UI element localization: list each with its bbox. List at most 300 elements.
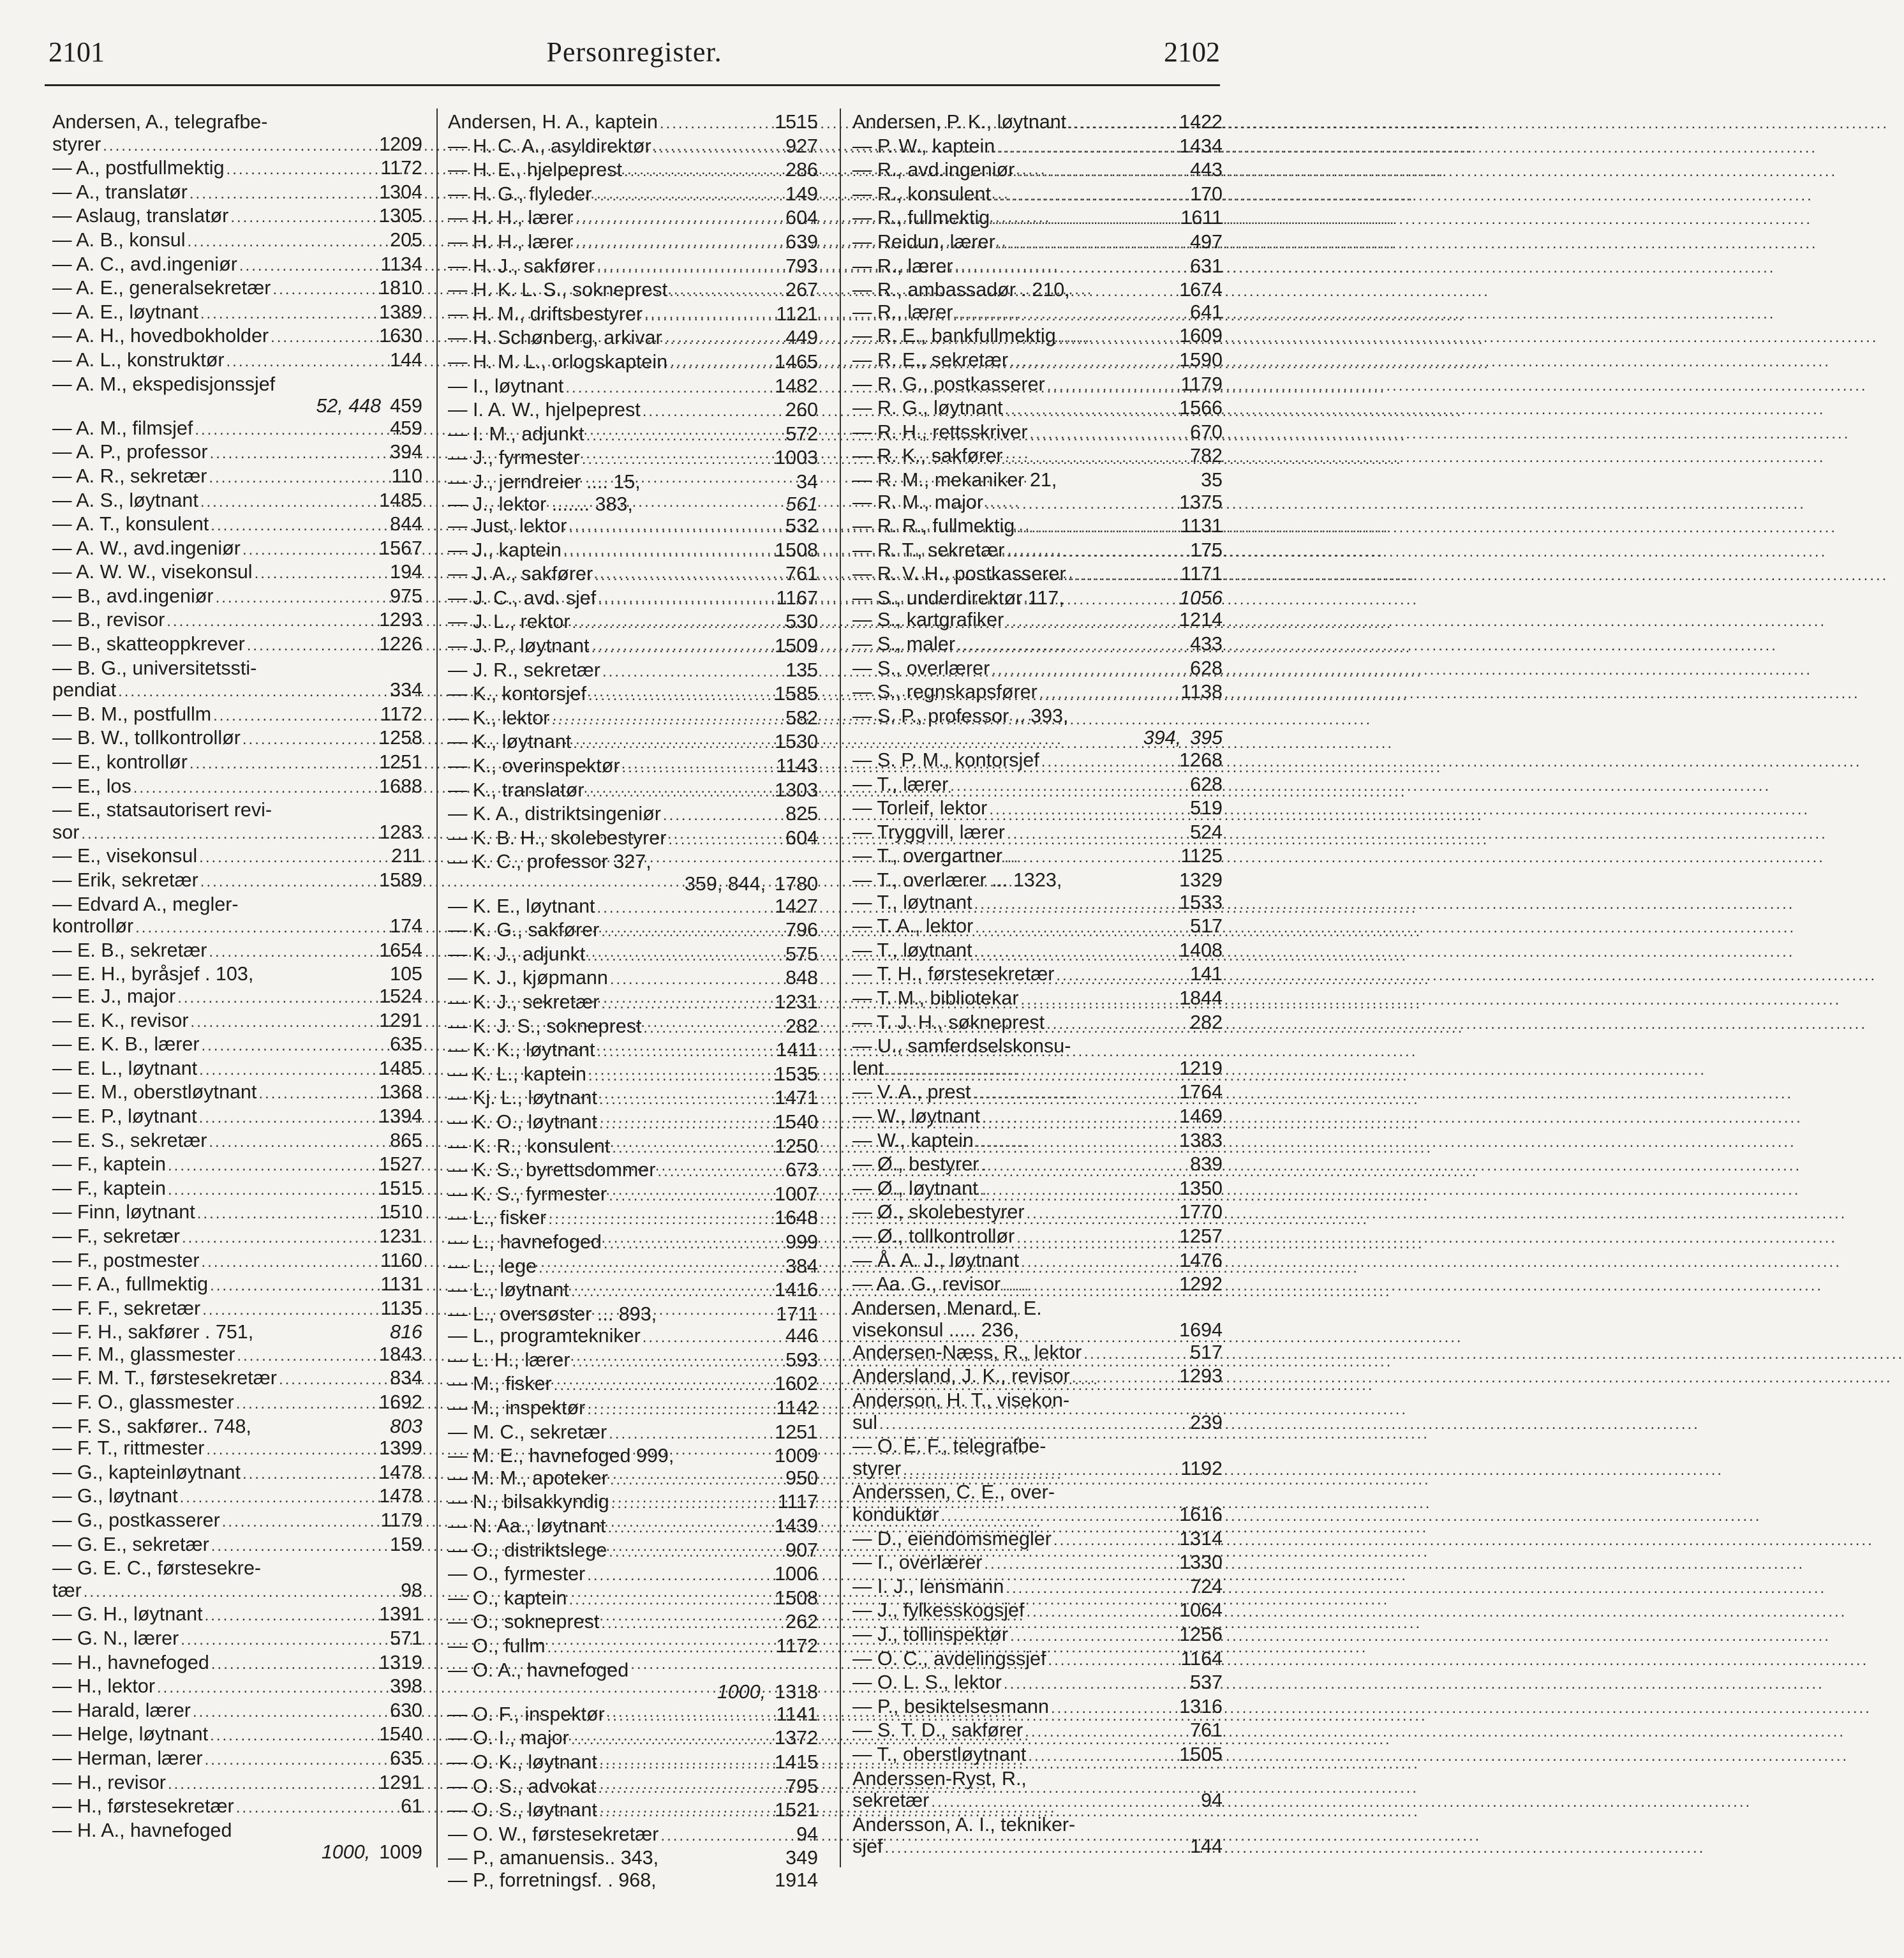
entry-page-ref: 1125 (1180, 845, 1223, 867)
index-entry (852, 1481, 1223, 1504)
entry-text: — K. K., løytnant (448, 1039, 595, 1061)
dot-leader (257, 1083, 379, 1105)
entry-page-ref: 1394 (379, 1105, 422, 1127)
dot-leader (82, 1581, 401, 1604)
entry-text: — O., fyrmester (448, 1563, 586, 1585)
dot-leader (563, 377, 775, 400)
index-entry (852, 1250, 1223, 1274)
entry-page-ref: 1527 (379, 1153, 422, 1176)
entry-page-ref: 1688 (379, 775, 422, 797)
dot-leader (972, 893, 1180, 916)
index-entry (448, 1063, 818, 1087)
entry-text: — F. M., glassmester (52, 1343, 235, 1365)
entry-text: — A. E., løytnant (52, 301, 198, 323)
dot-leader (1056, 327, 1179, 349)
index-entry (448, 1231, 818, 1255)
entry-page-ref: 1314 (1179, 1527, 1223, 1550)
index-entry (852, 1341, 1223, 1366)
entry-page-ref: 641 (1190, 301, 1223, 323)
dot-leader (166, 1774, 379, 1796)
entry-text: — R. T., sekretær (852, 539, 1005, 561)
entry-text: — E., kontrollør (52, 751, 188, 773)
entry-page-ref: 517 (1190, 915, 1223, 938)
entry-text: — K. A., distriktsingeniør (448, 803, 661, 825)
index-entry (52, 1130, 422, 1154)
index-entry (52, 1841, 422, 1864)
entry-text: — F. M. T., førstesekretær (52, 1367, 277, 1389)
entry-text: — F. H., sakfører . 751, (52, 1321, 254, 1343)
index-entry (852, 1319, 1223, 1341)
dot-leader (1046, 1650, 1180, 1672)
entry-text: — S., overlærer (852, 657, 990, 679)
entry-text: — T., overgartner (852, 845, 1003, 867)
entry-page-ref: 1399 (379, 1437, 422, 1460)
index-entry (52, 679, 422, 703)
index-entry (52, 1723, 422, 1747)
entry-text: 52, 448 (316, 395, 382, 417)
entry-page-ref: 1056 (1179, 587, 1223, 609)
dot-leader (1015, 517, 1180, 539)
index-entry (448, 1491, 818, 1515)
dot-leader (599, 921, 785, 943)
dot-leader (570, 613, 786, 635)
entry-page-ref: 1319 (379, 1651, 422, 1673)
entry-text: — H. Schønberg, arkivar (448, 327, 662, 349)
entry-text: — H., havnefoged (52, 1651, 209, 1673)
dot-leader (200, 1299, 380, 1322)
dot-leader (537, 1257, 785, 1280)
entry-text: — K., løytnant (448, 731, 572, 753)
dot-leader (586, 1065, 775, 1087)
index-entry (448, 447, 818, 471)
index-entry (52, 1627, 422, 1652)
index-entry (448, 1799, 818, 1823)
entry-text: sekretær (852, 1790, 930, 1812)
entry-page-ref: 282 (785, 1015, 818, 1037)
dot-leader (1004, 1578, 1190, 1600)
entry-text: — E. L., løytnant (52, 1057, 198, 1079)
entry-text: — R. E., sekretær (852, 348, 1009, 371)
index-entry (448, 1823, 818, 1848)
dot-leader (597, 1089, 775, 1111)
entry-page-ref: 1482 (775, 375, 818, 397)
entry-page-ref: 761 (785, 563, 818, 585)
entry-text: — G. E. C., førstesekre- (52, 1557, 262, 1580)
entry-page-ref: 1469 (1179, 1105, 1223, 1127)
index-entry (52, 1297, 422, 1322)
entry-page-ref: 1303 (775, 779, 818, 801)
index-entry (52, 1795, 422, 1820)
entry-page-ref: 848 (785, 967, 818, 989)
entry-text: — D., eiendomsmegler (852, 1527, 1052, 1550)
entry-page-ref: 1250 (775, 1135, 818, 1157)
entry-page-ref: 1485 (379, 1057, 422, 1079)
entry-page-ref: 927 (785, 135, 818, 157)
index-entry (52, 1081, 422, 1105)
entry-page-ref: 1654 (379, 939, 422, 961)
entry-text: — Erik, sekretær (52, 869, 198, 891)
entry-text: sul (852, 1411, 877, 1433)
entry-page-ref: 1505 (1179, 1743, 1223, 1765)
entry-page-ref: 1485 (379, 489, 422, 511)
index-entry (852, 1297, 1223, 1320)
index-entry (448, 1445, 818, 1467)
entry-page-ref: 1780 (775, 873, 818, 895)
entry-page-ref: 1566 (1179, 397, 1223, 419)
index-entry (852, 255, 1223, 280)
dot-leader (549, 709, 785, 731)
index-entry (52, 561, 422, 585)
entry-text: — R. M., major (852, 491, 984, 513)
entry-page-ref: 604 (785, 207, 818, 229)
entry-page-ref: 1007 (775, 1183, 818, 1205)
entry-page-ref: 631 (1190, 255, 1223, 277)
index-entry (448, 1611, 818, 1635)
entry-text: konduktør (852, 1504, 939, 1526)
entry-page-ref: 1293 (379, 609, 422, 631)
entry-text: — J. L., rektor (448, 611, 570, 633)
dot-leader (590, 637, 775, 659)
entry-page-ref: 1509 (775, 635, 818, 657)
entry-page-ref: 1003 (775, 447, 818, 469)
entry-text: 1000, (717, 1681, 766, 1703)
entry-text: — R., konsulent (852, 183, 991, 205)
index-entry (852, 1105, 1223, 1130)
index-entry (448, 1539, 818, 1564)
index-entry (852, 491, 1223, 516)
index-entry (448, 111, 818, 135)
index-entry (852, 135, 1223, 160)
dot-leader (610, 1137, 775, 1160)
entry-text: — T. H., førstesekretær (852, 963, 1055, 985)
entry-text: — A. R., sekretær (52, 465, 207, 487)
entry-page-ref: 61 (401, 1795, 422, 1818)
dot-leader (200, 1252, 381, 1274)
entry-page-ref: 630 (390, 1699, 422, 1721)
dot-leader (1005, 823, 1190, 846)
index-entry (852, 421, 1223, 445)
index-entry (448, 755, 818, 779)
entry-page-ref: 394 (390, 441, 422, 463)
index-column-3 (852, 111, 1223, 1860)
index-entry (852, 1744, 1223, 1768)
entry-text: — A. W. W., visekonsul (52, 561, 253, 583)
dot-leader (982, 1553, 1179, 1576)
entry-text: — J., fylkesskogsjef (852, 1599, 1025, 1622)
entry-page-ref: 459 (390, 395, 422, 417)
entry-page-ref: 575 (785, 943, 818, 965)
dot-leader (608, 1469, 785, 1491)
entry-text: — T., oberstløytnant (852, 1743, 1027, 1765)
entry-text: Anderson, H. T., visekon- (852, 1389, 1070, 1412)
entry-page-ref: 724 (1190, 1575, 1223, 1597)
dot-leader (1025, 1203, 1180, 1225)
entry-text: — B. G., universitetssti- (52, 657, 257, 679)
index-entry (448, 303, 818, 327)
dot-leader (225, 159, 381, 181)
index-entry (52, 1580, 422, 1604)
dot-leader (948, 775, 1190, 798)
entry-text: — Reidun, lærer (852, 230, 995, 253)
dot-leader (1045, 1013, 1190, 1036)
entry-text: — H., revisor (52, 1771, 166, 1793)
entry-text: — L. H., lærer (448, 1349, 570, 1371)
entry-text: — Helge, løytnant (52, 1723, 209, 1745)
dot-leader (188, 183, 379, 206)
entry-page-ref: 1164 (1180, 1647, 1223, 1670)
index-entry (52, 939, 422, 964)
index-entry (852, 231, 1223, 255)
entry-page-ref: 1368 (379, 1081, 422, 1103)
entry-text: — G., kapteinløytnant (52, 1461, 241, 1483)
dot-leader (595, 1041, 777, 1063)
entry-text: Andersen, H. A., kaptein (448, 111, 658, 133)
entry-text: — L., fisker (448, 1207, 547, 1229)
index-entry (448, 731, 818, 755)
index-entry (448, 991, 818, 1015)
dot-leader (207, 1132, 390, 1154)
entry-page-ref: 1131 (380, 1273, 422, 1296)
index-entry (852, 1458, 1223, 1482)
index-entry (52, 1225, 422, 1250)
entry-page-ref: 262 (785, 1611, 818, 1633)
entry-text: — F. S., sakfører.. 748, (52, 1415, 251, 1437)
index-entry (52, 1652, 422, 1676)
entry-page-ref: 1415 (775, 1751, 818, 1773)
dot-leader (995, 137, 1179, 160)
entry-text: — I. A. W., hjelpeprest (448, 399, 641, 421)
entry-page-ref: 282 (1190, 1011, 1223, 1033)
entry-text: — S. P. M., kontorsjef (852, 749, 1039, 772)
entry-text: — R. E., bankfullmektig (852, 325, 1056, 347)
dot-leader (955, 635, 1190, 657)
index-entry (852, 1671, 1223, 1696)
entry-page-ref: 1258 (379, 727, 422, 749)
index-entry (852, 633, 1223, 657)
entry-page-ref: 999 (785, 1230, 818, 1253)
entry-text: — Aa. G., revisor (852, 1273, 1001, 1296)
index-entry (852, 1576, 1223, 1600)
entry-page-ref: 604 (785, 826, 818, 849)
index-entry (852, 469, 1223, 491)
index-entry (52, 229, 422, 253)
entry-page-ref: 105 (390, 963, 422, 985)
entry-text: — A. C., avd.ingeniør (52, 253, 237, 275)
entry-page-ref: 761 (1190, 1719, 1223, 1742)
entry-text: — E. M., oberstløytnant (52, 1081, 257, 1103)
entry-page-ref: 628 (1190, 657, 1223, 679)
entry-text: — A. M., ekspedisjonssjef (52, 373, 276, 395)
entry-page-ref: 144 (390, 348, 422, 371)
entry-text: — K. J., sekretær (448, 990, 600, 1013)
index-entry (448, 493, 818, 516)
entry-text: — O. I., major (448, 1727, 569, 1749)
dot-leader (186, 231, 390, 253)
entry-text: — S., maler (852, 633, 956, 655)
dot-leader (983, 493, 1179, 516)
entry-page-ref: 35 (1201, 468, 1223, 491)
index-entry (52, 869, 422, 893)
dot-leader (209, 515, 390, 537)
dot-leader (116, 681, 390, 703)
dot-leader (600, 661, 785, 684)
header-rule (45, 84, 1220, 86)
entry-page-ref: 1064 (1179, 1599, 1223, 1622)
dot-leader (198, 491, 379, 514)
entry-page-ref: 1524 (379, 985, 422, 1007)
entry-page-ref: 1476 (1179, 1249, 1223, 1271)
index-entry (448, 1751, 818, 1775)
entry-text: — B., skatteoppkrever (52, 633, 245, 655)
dot-leader (953, 257, 1191, 280)
entry-page-ref: 449 (785, 327, 818, 349)
entry-page-ref: 1160 (380, 1249, 422, 1271)
entry-page-ref: 1427 (775, 895, 818, 917)
dot-leader (602, 1233, 785, 1255)
entry-page-ref: 497 (1190, 230, 1223, 253)
index-entry (448, 707, 818, 731)
entry-page-ref: 1422 (1179, 111, 1223, 133)
dot-leader (101, 135, 379, 158)
dot-leader (929, 1791, 1201, 1814)
entry-text: — K., kontorsjef (448, 683, 586, 705)
entry-text: — E. B., sekretær (52, 939, 207, 961)
dot-leader (1054, 965, 1190, 987)
dot-leader (971, 1083, 1179, 1105)
entry-text: Andersen-Næss, R., lektor (852, 1341, 1082, 1363)
index-entry (448, 1467, 818, 1491)
index-entry (852, 821, 1223, 846)
index-entry (52, 537, 422, 562)
entry-page-ref: 524 (1190, 821, 1223, 843)
dot-leader (1052, 1530, 1179, 1552)
entry-text: — E. J., major (52, 985, 176, 1007)
dot-leader (552, 1375, 775, 1397)
entry-text: — M., fisker (448, 1373, 552, 1395)
index-entry (852, 1201, 1223, 1225)
dot-leader (585, 1399, 776, 1421)
index-entry (448, 375, 818, 400)
entry-text: pendiat (52, 679, 117, 701)
dot-leader (595, 897, 775, 920)
dot-leader (609, 1493, 778, 1515)
dot-leader (980, 1107, 1179, 1130)
entry-text: — J. A., sakfører (448, 563, 593, 585)
entry-page-ref: 572 (785, 422, 818, 445)
entry-text: — E. K., revisor (52, 1009, 189, 1031)
entry-page-ref: 110 (391, 465, 422, 487)
index-entry (448, 1659, 818, 1682)
index-entry (52, 1391, 422, 1416)
entry-text: — Ø., skolebestyrer (852, 1201, 1025, 1223)
entry-page-ref: 816 (390, 1321, 422, 1343)
entry-text: — T., løytnant (852, 891, 972, 913)
dot-leader (207, 941, 379, 964)
entry-page-ref: 1590 (1179, 348, 1223, 371)
index-entry (448, 351, 818, 375)
dot-leader (641, 1327, 785, 1349)
entry-text: styrer (852, 1457, 902, 1479)
entry-page-ref: 1515 (379, 1177, 422, 1199)
dot-leader (1000, 1275, 1179, 1297)
index-entry (52, 465, 422, 490)
entry-text: — K., overinspektør (448, 755, 620, 777)
index-entry (448, 1421, 818, 1446)
entry-page-ref: 1268 (1179, 749, 1223, 772)
entry-page-ref: 1530 (775, 731, 818, 753)
index-entry (52, 395, 422, 417)
entry-text: — P., amanuensis.. 343, (448, 1847, 659, 1869)
dot-leader (597, 1113, 775, 1135)
entry-page-ref: 1009 (775, 1445, 818, 1467)
index-entry (52, 703, 422, 728)
index-entry (52, 1273, 422, 1297)
entry-page-ref: 1611 (1180, 207, 1223, 229)
dot-leader (607, 1185, 775, 1207)
index-entry (448, 327, 818, 351)
dot-leader (661, 805, 785, 827)
dot-leader (901, 1460, 1180, 1482)
entry-text: — R. V. H., postkasserer (852, 563, 1066, 585)
dot-leader (220, 1511, 381, 1534)
index-entry (852, 183, 1223, 207)
index-entry (852, 515, 1223, 539)
entry-text: — O., kaptein (448, 1587, 567, 1609)
entry-page-ref: 98 (401, 1579, 422, 1601)
entry-text: — O. W., førstesekretær (448, 1823, 659, 1845)
entry-page-ref: 1844 (1179, 987, 1223, 1009)
entry-text: — T. A., lektor (852, 915, 974, 938)
entry-page-ref: 865 (390, 1129, 422, 1151)
dot-leader (580, 449, 775, 471)
index-entry (52, 915, 422, 939)
entry-page-ref: 1138 (1180, 681, 1223, 703)
index-entry (852, 111, 1223, 135)
dot-leader (620, 757, 777, 779)
entry-page-ref: 1540 (775, 1110, 818, 1133)
dot-leader (204, 1439, 379, 1461)
index-entry (52, 205, 422, 229)
index-entry (52, 1820, 422, 1842)
dot-leader (658, 113, 775, 135)
entry-page-ref: 1616 (1179, 1504, 1223, 1526)
entry-page-ref: 144 (1190, 1835, 1223, 1858)
entry-page-ref: 1770 (1179, 1201, 1223, 1223)
entry-text: — T. J. H., søkneprest (852, 1011, 1045, 1033)
entry-page-ref: 834 (390, 1367, 422, 1389)
dot-leader (166, 1179, 379, 1202)
entry-page-ref: 844 (390, 513, 422, 535)
entry-page-ref: 1292 (1179, 1273, 1223, 1296)
index-entry (448, 471, 818, 493)
entry-page-ref: 1439 (775, 1515, 818, 1537)
dot-leader (877, 1414, 1190, 1436)
dot-leader (597, 1753, 775, 1775)
dot-leader (567, 1589, 775, 1611)
entry-page-ref: 1231 (775, 990, 818, 1013)
dot-leader (269, 327, 379, 349)
dot-leader (241, 729, 379, 751)
index-entry (52, 373, 422, 396)
dot-leader (209, 1654, 379, 1676)
entry-text: — I., løytnant (448, 375, 564, 397)
entry-text: — K. B. H., skolebestyrer (448, 826, 667, 849)
entry-text: Andersen, P. K., løytnant (852, 111, 1067, 133)
index-entry (852, 1648, 1223, 1672)
index-entry (52, 1534, 422, 1558)
entry-page-ref: 1478 (379, 1461, 422, 1483)
index-entry (852, 1012, 1223, 1036)
